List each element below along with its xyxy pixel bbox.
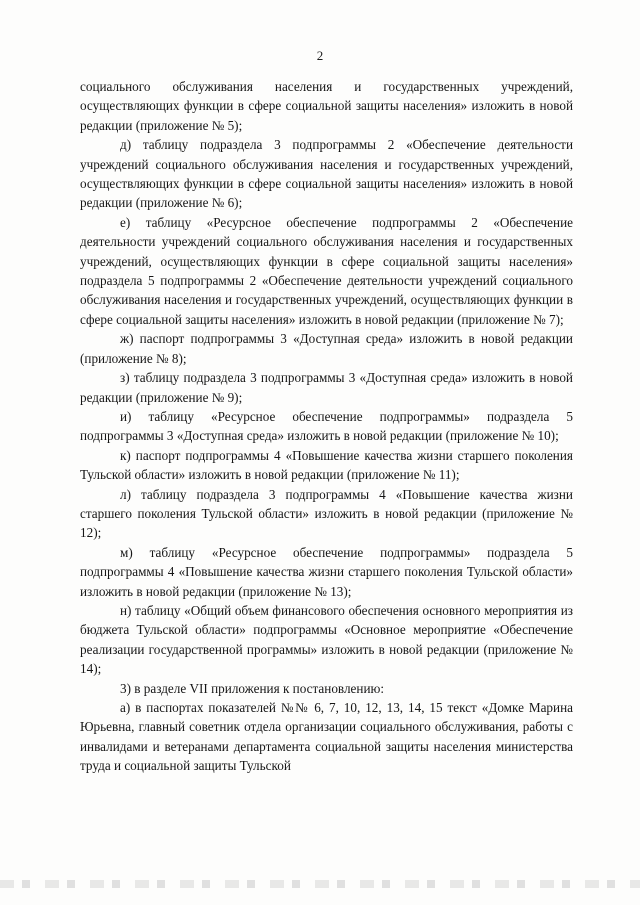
paragraph-item-k: к) паспорт подпрограммы 4 «Повышение качества жизни старшего поколения Тульской области» изложить в новой редакции (приложение № 11);: [80, 447, 573, 483]
page-number: 2: [316, 48, 324, 63]
paragraph-item-n: н) таблицу «Общий объем финансового обеспечения основного мероприятия из бюджета Тульской области» подпрограммы «Основное мероприятие «Обеспечение реализации государственной программы» изложить в новой редакции (приложение № 14);: [80, 602, 573, 677]
paragraph-item-m: м) таблицу «Ресурсное обеспечение подпрограммы» подраздела 5 подпрограммы 4 «Повышение качества жизни старшего поколения Тульской области» изложить в новой редакции (приложение № 13);: [80, 544, 573, 599]
paragraph-item-e: е) таблицу «Ресурсное обеспечение подпрограммы 2 «Обеспечение деятельности учреждений социального обслуживания населения и государственных учреждений, осуществляющих функции в сфере социальной защиты населения» подраздела 5 подпрограммы 2 «Обеспечение деятельности учреждений социального обслуживания населения и государственных учреждений, осуществляющих функции в сфере социальной защиты населения» изложить в новой редакции (приложение № 7);: [80, 214, 573, 327]
paragraph-item-d: д) таблицу подраздела 3 подпрограммы 2 «Обеспечение деятельности учреждений социального обслуживания населения и государственных учреждений, осуществляющих функции в сфере социальной защиты населения» изложить в новой редакции (приложение № 6);: [80, 137, 573, 211]
paragraph-item-a: а) в паспортах показателей №№ 6, 7, 10, 12, 13, 14, 15 текст «Домке Марина Юрьевна, главный советник отдела организации социального обслуживания, работы с инвалидами и ветеранами департамента социальной защиты населения министерства труда и социальной защиты Тульской: [80, 700, 573, 774]
scan-artifact-edge: [0, 880, 640, 888]
paragraph-item-zh: ж) паспорт подпрограммы 3 «Доступная среда» изложить в новой редакции (приложение № 8);: [80, 331, 573, 366]
paragraph-continuation: социального обслуживания населения и государственных учреждений, осуществляющих функции в сфере социальной защиты населения» изложить в новой редакции (приложение № 5);: [80, 79, 573, 133]
paragraph-section-3: 3) в разделе VII приложения к постановлению:: [120, 680, 385, 696]
paragraph-item-i: и) таблицу «Ресурсное обеспечение подпрограммы» подраздела 5 подпрограммы 3 «Доступная среда» изложить в новой редакции (приложение № 10);: [80, 408, 573, 444]
paragraph-item-l: л) таблицу подраздела 3 подпрограммы 4 «Повышение качества жизни старшего поколения Тульской области» изложить в новой редакции (приложение № 12);: [80, 486, 573, 541]
paragraph-item-z: з) таблицу подраздела 3 подпрограммы 3 «Доступная среда» изложить в новой редакции (приложение № 9);: [80, 370, 573, 405]
document-body: [80, 77, 573, 776]
